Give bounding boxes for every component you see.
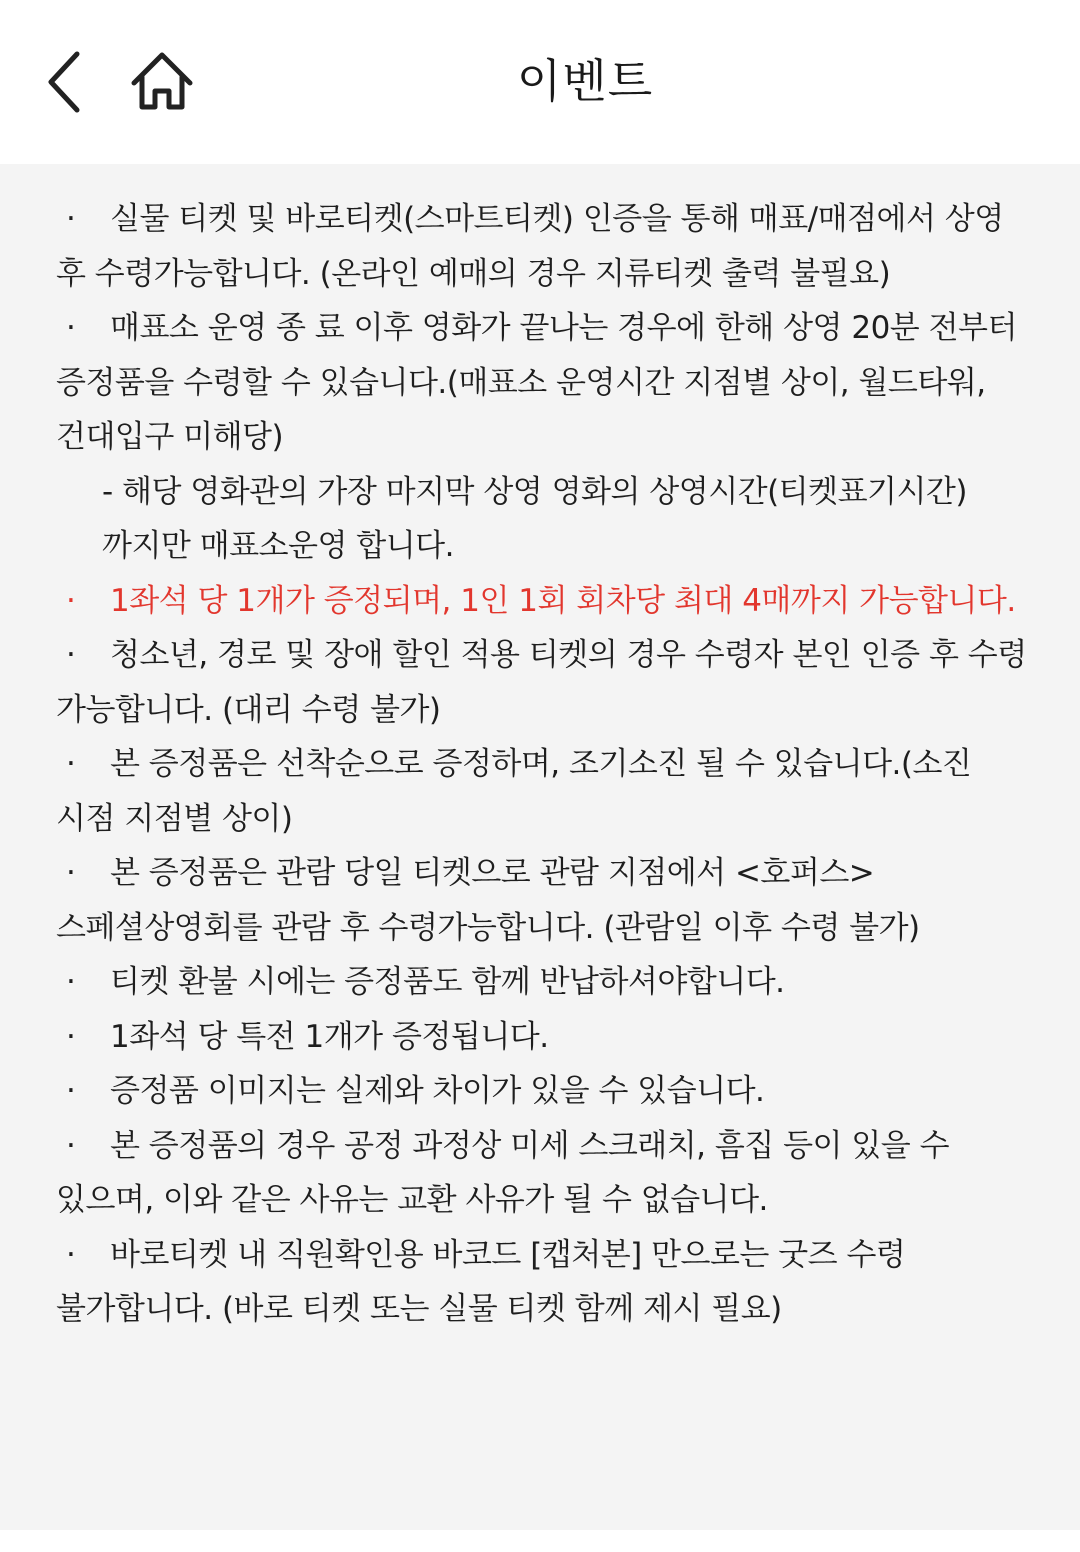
bullet-dot: ·	[66, 310, 76, 346]
bullet-dot: ·	[66, 1073, 76, 1109]
notice-text: 바로티켓 내 직원확인용 바코드 [캡처본] 만으로는 굿즈 수령 불가합니다. (바로 티켓 또는 실물 티켓 함께 제시 필요)	[56, 1236, 915, 1327]
notice-text: 본 증정품은 관람 당일 티켓으로 관람 지점에서 <호퍼스> 스페셜상영회를 관람 후 수령가능합니다. (관람일 이후 수령 불가)	[56, 855, 920, 946]
page-title: 이벤트	[516, 54, 654, 108]
notice-item-highlight	[56, 574, 1031, 629]
bullet-dot: ·	[66, 855, 76, 891]
notice-text: 티켓 환불 시에는 증정품도 함께 반납하셔야합니다.	[110, 964, 785, 1000]
bullet-dot: ·	[66, 582, 76, 619]
bullet-dot: ·	[66, 746, 76, 782]
notice-item	[56, 1064, 1031, 1119]
notice-item	[56, 628, 1037, 737]
bullet-dot: ·	[66, 1018, 76, 1055]
notice-item	[56, 192, 1031, 301]
notice-text: 청소년, 경로 및 장애 할인 적용 티켓의 경우 수령자 본인 인증 후 수령 가능합니다. (대리 수령 불가)	[56, 637, 1037, 728]
bullet-dot: ·	[66, 1236, 76, 1273]
app-header	[0, 0, 1080, 164]
notice-text: 1좌석 당 특전 1개가 증정됩니다.	[110, 1018, 549, 1055]
notice-text: - 해당 영화관의 가장 마지막 상영 영화의 상영시간(티켓표기시간) 까지만 매표소운영 합니다.	[102, 473, 977, 564]
event-notice-panel	[0, 164, 1080, 1530]
notice-text: 증정품 이미지는 실제와 차이가 있을 수 있습니다.	[110, 1073, 765, 1109]
notice-item	[56, 955, 1031, 1010]
notice-text: 실물 티켓 및 바로티켓(스마트티켓) 인증을 통해 매표/매점에서 상영 후 수령가능합니다. (온라인 예매의 경우 지류티켓 출력 불필요)	[56, 201, 1014, 292]
notice-text: 1좌석 당 1개가 증정되며, 1인 1회 회차당 최대 4매까지 가능합니다.	[110, 582, 1016, 619]
notice-item	[56, 301, 1031, 465]
notice-list	[56, 192, 1037, 1337]
notice-item	[56, 846, 1031, 955]
bullet-dot: ·	[66, 1127, 76, 1164]
notice-sub-item	[56, 465, 1031, 574]
notice-text: 본 증정품의 경우 공정 과정상 미세 스크래치, 흠집 등이 있을 수 있으며, 이와 같은 사유는 교환 사유가 될 수 없습니다.	[56, 1127, 959, 1218]
bullet-dot: ·	[66, 201, 76, 237]
bullet-dot: ·	[66, 964, 76, 1000]
notice-text: 매표소 운영 종 료 이후 영화가 끝나는 경우에 한해 상영 20분 전부터 증정품을 수령할 수 있습니다.(매표소 운영시간 지점별 상이, 월드타워,건대입구 미해당)	[56, 310, 1027, 455]
bullet-dot: ·	[66, 637, 76, 673]
notice-item	[56, 1010, 1031, 1065]
notice-item	[56, 1119, 1031, 1228]
notice-item	[56, 737, 1031, 846]
notice-item	[56, 1228, 1031, 1337]
notice-text: 본 증정품은 선착순으로 증정하며, 조기소진 될 수 있습니다.(소진 시점 지점별 상이)	[56, 746, 981, 837]
